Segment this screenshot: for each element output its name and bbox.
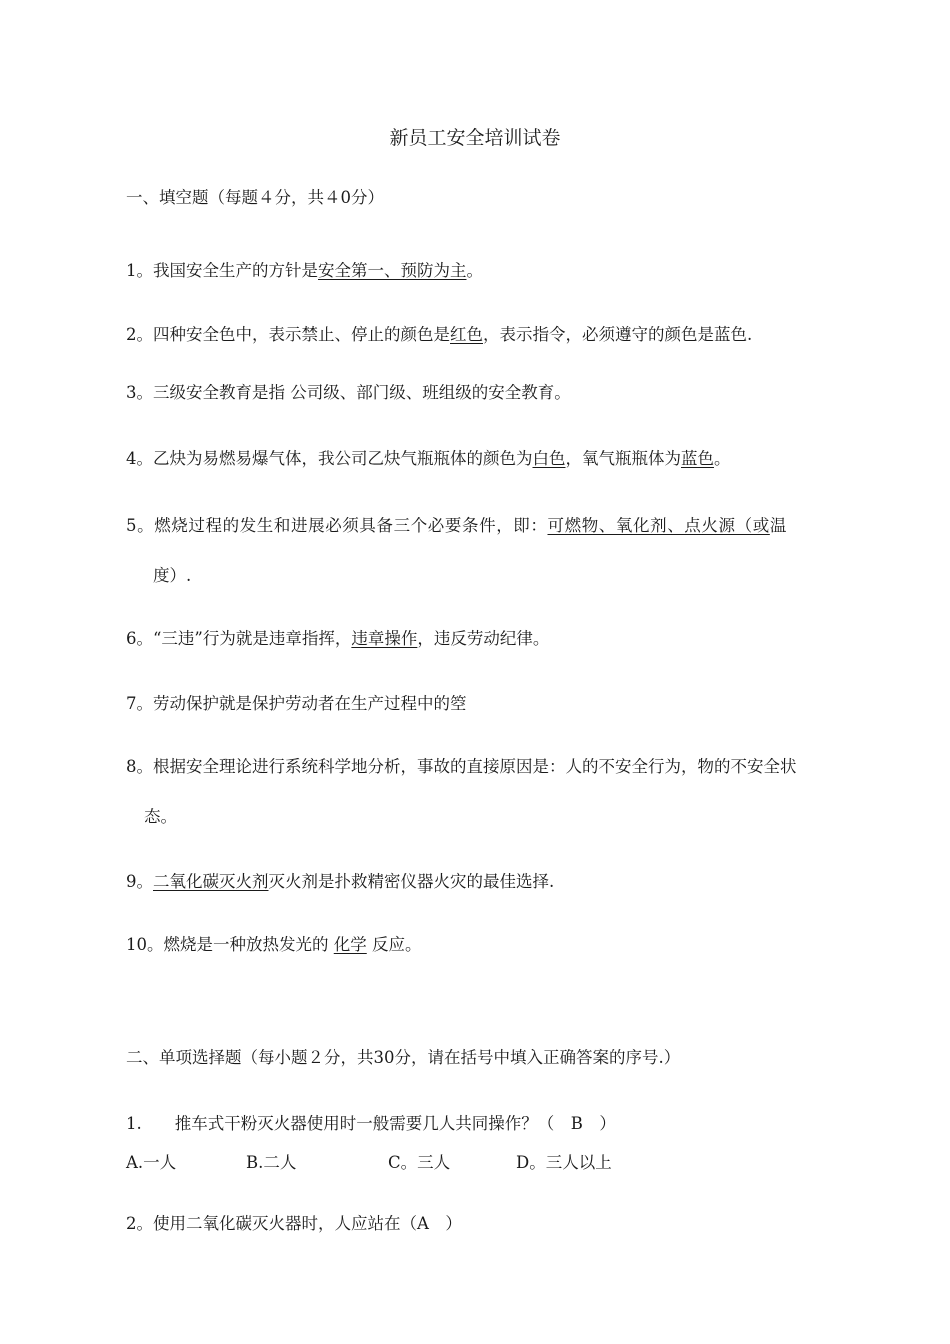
- question-text: ，违反劳动纪律。: [417, 629, 550, 648]
- question-8: [126, 756, 797, 778]
- question-text: 反应。: [366, 935, 422, 954]
- question-text: 8。根据安全理论进行系统科学地分析，事故的直接原因是：人的不安全行为，物的不安全状: [126, 757, 797, 776]
- question-6: [126, 628, 549, 650]
- question-9: [126, 871, 554, 893]
- question-text: 灭火剂是扑救精密仪器火灾的最佳选择.: [268, 872, 555, 891]
- question-text: 1。我国安全生产的方针是: [126, 261, 318, 280]
- section2-heading: 二、单项选择题（每小题２分，共30分，请在括号中填入正确答案的序号.）: [126, 1048, 681, 1067]
- question-text: 10。燃烧是一种放热发光的: [126, 935, 334, 954]
- question-5-continued: 度）.: [153, 566, 192, 585]
- question-text: 3。三级安全教育是指 公司级、部门级、班组级的安全教育。: [126, 383, 571, 402]
- question-text: 2。四种安全色中，表示禁止、停止的颜色是: [126, 325, 450, 344]
- option-c: C。三人: [388, 1153, 451, 1172]
- page-title: 新员工安全培训试卷: [389, 127, 561, 149]
- question-text: 9。: [126, 872, 153, 891]
- question-3: [126, 382, 571, 404]
- question-text: 4。乙炔为易燃易爆气体，我公司乙炔气瓶瓶体的颜色为: [126, 449, 533, 468]
- question-text: ，表示指令，必须遵守的颜色是蓝色.: [483, 325, 753, 344]
- mc-question-2: 2。使用二氧化碳灭火器时，人应站在（A ）: [126, 1214, 462, 1233]
- question-5: [126, 515, 787, 537]
- answer-blank: 安全第一、预防为主: [318, 261, 467, 280]
- question-10: [126, 934, 422, 956]
- answer-blank: 蓝色: [681, 449, 714, 468]
- question-text: 温: [769, 516, 787, 535]
- question-text: 5。燃烧过程的发生和进展必须具备三个必要条件，即：: [126, 516, 548, 535]
- answer-blank: 二氧化碳灭火剂: [153, 872, 269, 891]
- question-7: [126, 693, 467, 715]
- option-a: A.一人: [126, 1153, 177, 1172]
- answer-blank: 白色: [532, 449, 566, 468]
- answer-blank: 可燃物、氧化剂、点火源（或: [547, 516, 770, 535]
- option-b: B.二人: [246, 1153, 297, 1172]
- question-8-continued: 态。: [144, 807, 177, 826]
- question-text: ，氧气瓶瓶体为: [565, 449, 681, 468]
- answer-blank: 违章操作: [351, 629, 418, 648]
- question-text: 。: [714, 449, 731, 468]
- question-text: 7。劳动保护就是保护劳动者在生产过程中的箜: [126, 694, 467, 713]
- option-d: D。三人以上: [516, 1153, 612, 1172]
- question-text: 6。“三违”行为就是违章指挥，: [126, 629, 352, 648]
- answer-blank: 红色: [450, 325, 483, 344]
- question-2: [126, 324, 752, 346]
- question-4: [126, 448, 731, 470]
- section1-heading: 一、填空题（每题４分，共４0分）: [126, 188, 384, 207]
- question-1: [126, 260, 483, 282]
- question-text: 。: [466, 261, 483, 280]
- mc-question-1: 1. 推车式干粉灭火器使用时一般需要几人共同操作？（ B ）: [126, 1114, 616, 1133]
- answer-blank: 化学: [333, 935, 367, 954]
